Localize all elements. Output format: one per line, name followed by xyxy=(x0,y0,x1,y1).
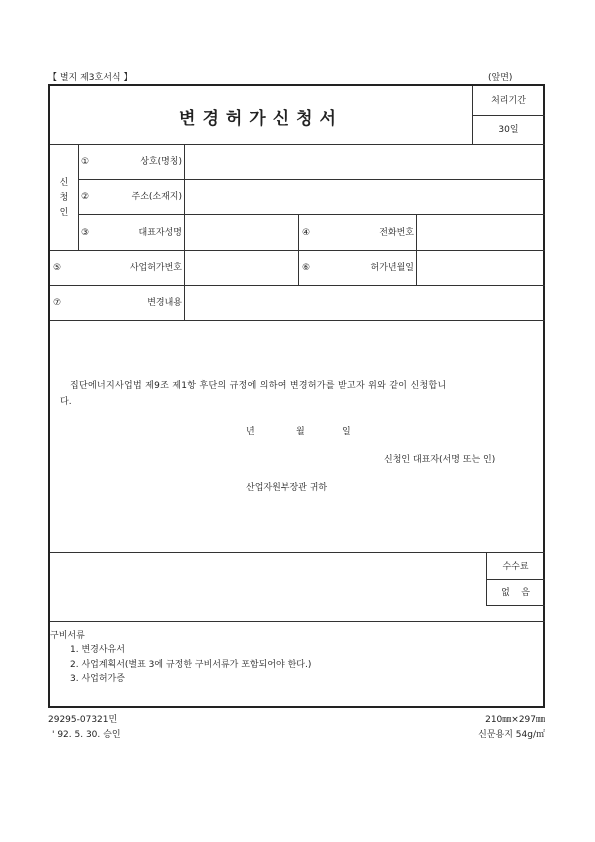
license-number-label: 사업허가번호 xyxy=(129,263,182,273)
document-item: 1. 변경사유서 xyxy=(70,645,125,655)
fee-box-bottom xyxy=(486,605,545,606)
documents-title: 구비서류 xyxy=(50,631,85,641)
phone-label: 전화번호 xyxy=(379,228,414,238)
field-number: ④ xyxy=(302,228,311,238)
date-month-label: 월 xyxy=(296,427,305,437)
change-content-label: 변경내용 xyxy=(147,298,182,308)
fee-label: 수수료 xyxy=(502,562,529,572)
col-line xyxy=(416,215,417,285)
fee-value: 없 음 xyxy=(501,588,530,598)
company-name-label: 상호(명칭) xyxy=(140,157,182,167)
applicant-group-label-3: 인 xyxy=(59,208,69,218)
approval-date: ' 92. 5. 30. 승인 xyxy=(52,730,121,740)
col-line xyxy=(184,145,185,320)
form-code: 29295-07321민 xyxy=(48,715,118,725)
applicant-group-label-2: 청 xyxy=(59,193,69,203)
declaration-text-line1: 집단에너지사업법 제9조 제1항 후단의 규정에 의하여 변경허가를 받고자 위와 같이 신청합니 xyxy=(70,381,447,391)
form-tag: 【 별지 제3호서식 】 xyxy=(48,73,133,83)
paper-spec: 신문용지 54g/㎡ xyxy=(478,730,545,740)
applicant-group-label-1: 신 xyxy=(59,178,69,188)
declaration-text-line2: 다. xyxy=(60,397,72,407)
address-label: 주소(소재지) xyxy=(131,192,182,202)
form-frame xyxy=(48,84,545,708)
row-line xyxy=(50,285,545,286)
field-number: ⑤ xyxy=(53,263,62,273)
representative-name-label: 대표자성명 xyxy=(138,228,182,238)
processing-period-value: 30일 xyxy=(498,125,519,135)
field-number: ⑥ xyxy=(302,263,311,273)
document-item: 2. 사업계획서(별표 3에 규정한 구비서류가 포함되어야 한다.) xyxy=(70,660,312,670)
signer-line: 신청인 대표자(서명 또는 인) xyxy=(384,455,496,465)
date-year-label: 년 xyxy=(246,427,255,437)
row-line xyxy=(50,320,545,321)
fee-box-divider xyxy=(486,579,545,580)
license-date-label: 허가년월일 xyxy=(370,263,414,273)
row-line xyxy=(78,214,545,215)
row-line xyxy=(78,179,545,180)
row-line xyxy=(50,144,545,145)
paper-size: 210㎜×297㎜ xyxy=(485,715,545,725)
date-day-label: 일 xyxy=(342,427,351,437)
row-line xyxy=(50,621,545,622)
field-number: ① xyxy=(81,157,90,167)
document-item: 3. 사업허가증 xyxy=(70,674,125,684)
page-side-label: (앞면) xyxy=(488,73,513,83)
field-number: ② xyxy=(81,192,90,202)
row-line xyxy=(50,552,545,553)
processing-divider xyxy=(472,115,545,116)
field-number: ⑦ xyxy=(53,298,62,308)
processing-period-label: 처리기간 xyxy=(491,96,526,106)
field-number: ③ xyxy=(81,228,90,238)
col-line xyxy=(78,145,79,250)
form-title: 변경허가신청서 xyxy=(179,109,343,129)
col-line xyxy=(298,215,299,285)
addressee: 산업자원부장관 귀하 xyxy=(246,483,328,493)
